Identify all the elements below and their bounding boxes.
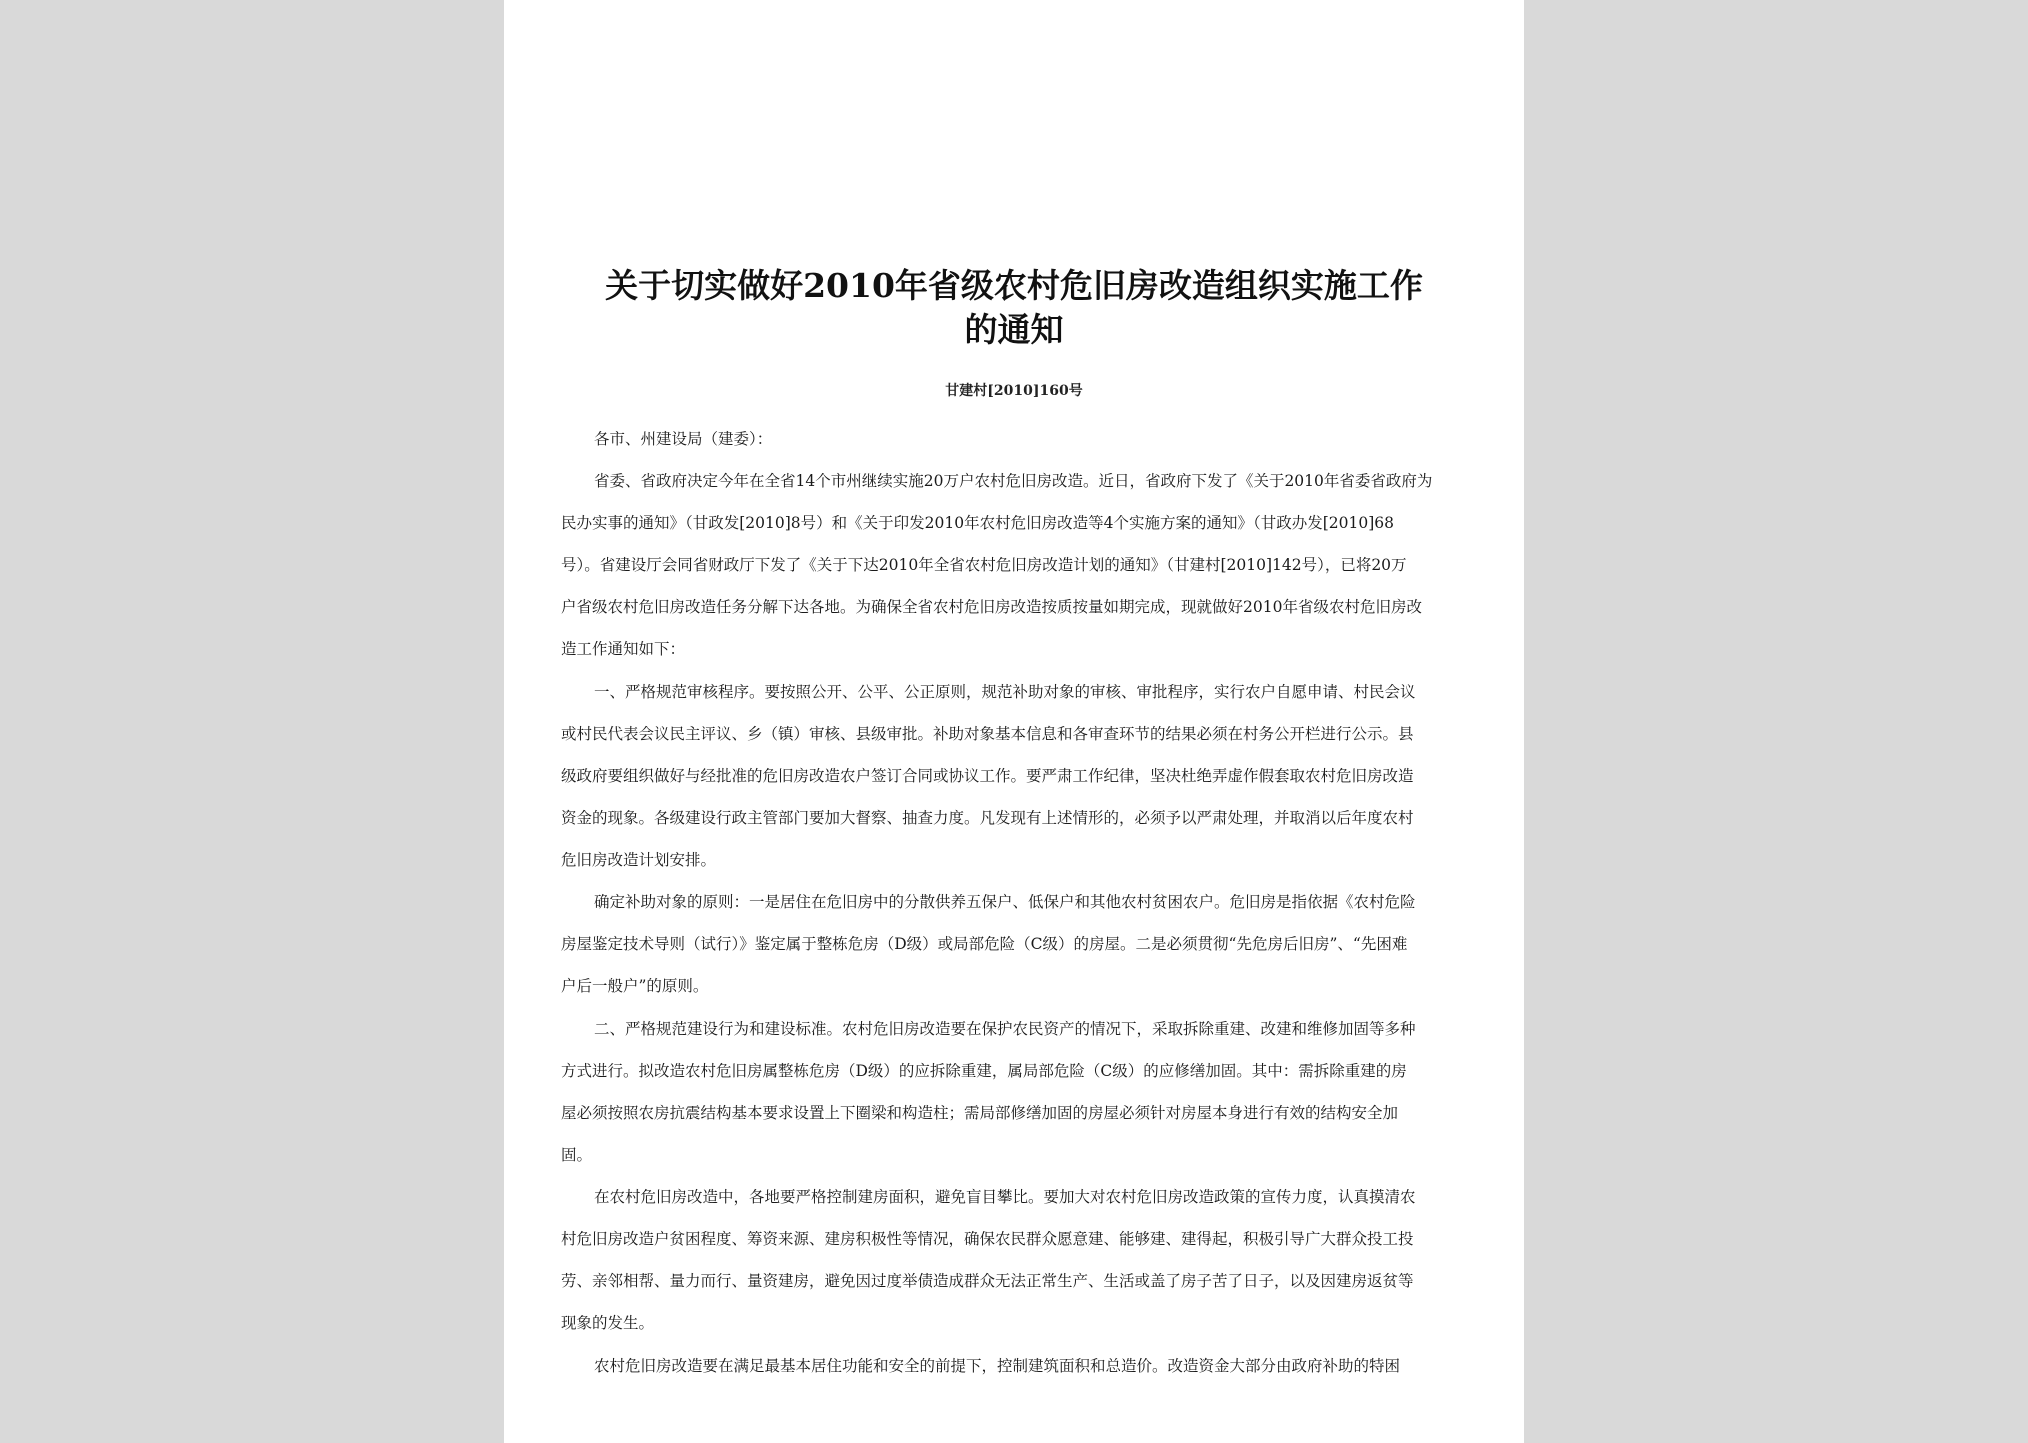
body-line: 现象的发生。: [561, 1314, 655, 1332]
body-line: 危旧房改造计划安排。: [561, 851, 717, 869]
body-line: 号）。省建设厅会同省财政厅下发了《关于下达2010年全省农村危旧房改造计划的通知》（甘建村[2010]142号），已将20万: [561, 556, 1407, 574]
document-number: 甘建村[2010]160号: [945, 383, 1083, 399]
body-line: 省委、省政府决定今年在全省14个市州继续实施20万户农村危旧房改造。近日，省政府下发了《关于2010年省委省政府为: [594, 472, 1433, 490]
document-title-line-2: 的通知: [964, 310, 1064, 349]
document-title-line-1: 关于切实做好2010年省级农村危旧房改造组织实施工作: [605, 266, 1423, 305]
body-line: 或村民代表会议民主评议、乡（镇）审核、县级审批。补助对象基本信息和各审查环节的结果必须在村务公开栏进行公示。县: [561, 725, 1414, 743]
salutation: 各市、州建设局（建委）：: [594, 430, 773, 448]
body-line: 屋必须按照农房抗震结构基本要求设置上下圈梁和构造柱；需局部修缮加固的房屋必须针对房屋本身进行有效的结构安全加: [561, 1104, 1399, 1122]
body-line: 资金的现象。各级建设行政主管部门要加大督察、抽查力度。凡发现有上述情形的，必须予以严肃处理，并取消以后年度农村: [561, 809, 1414, 827]
body-line: 民办实事的通知》（甘政发[2010]8号）和《关于印发2010年农村危旧房改造等4个实施方案的通知》（甘政办发[2010]68: [561, 514, 1394, 532]
body-line: 方式进行。拟改造农村危旧房属整栋危房（D级）的应拆除重建，属局部危险（C级）的应修缮加固。其中：需拆除重建的房: [561, 1062, 1407, 1080]
body-line: 农村危旧房改造要在满足最基本居住功能和安全的前提下，控制建筑面积和总造价。改造资金大部分由政府补助的特困: [594, 1357, 1401, 1375]
body-line: 房屋鉴定技术导则（试行）》鉴定属于整栋危房（D级）或局部危险（C级）的房屋。二是必须贯彻“先危房后旧房”、“先困难: [561, 935, 1408, 953]
body-line: 在农村危旧房改造中，各地要严格控制建房面积，避免盲目攀比。要加大对农村危旧房改造政策的宣传力度，认真摸清农: [594, 1188, 1416, 1206]
body-line: 村危旧房改造户贫困程度、筹资来源、建房积极性等情况，确保农民群众愿意建、能够建、建得起，积极引导广大群众投工投: [561, 1230, 1414, 1248]
body-line: 一、严格规范审核程序。要按照公开、公平、公正原则，规范补助对象的审核、审批程序，实行农户自愿申请、村民会议: [594, 683, 1416, 701]
body-line: 确定补助对象的原则：一是居住在危旧房中的分散供养五保户、低保户和其他农村贫困农户。危旧房是指依据《农村危险: [594, 893, 1416, 911]
body-line: 户后一般户”的原则。: [561, 977, 709, 995]
body-line: 固。: [561, 1146, 593, 1164]
body-line: 劳、亲邻相帮、量力而行、量资建房，避免因过度举债造成群众无法正常生产、生活或盖了房子苦了日子，以及因建房返贫等: [561, 1272, 1414, 1290]
body-line: 户省级农村危旧房改造任务分解下达各地。为确保全省农村危旧房改造按质按量如期完成，现就做好2010年省级农村危旧房改: [561, 598, 1422, 616]
body-line: 造工作通知如下：: [561, 640, 686, 658]
document-page: [504, 0, 1524, 1443]
body-line: 二、严格规范建设行为和建设标准。农村危旧房改造要在保护农民资产的情况下，采取拆除重建、改建和维修加固等多种: [594, 1020, 1416, 1038]
body-line: 级政府要组织做好与经批准的危旧房改造农户签订合同或协议工作。要严肃工作纪律，坚决杜绝弄虚作假套取农村危旧房改造: [561, 767, 1414, 785]
